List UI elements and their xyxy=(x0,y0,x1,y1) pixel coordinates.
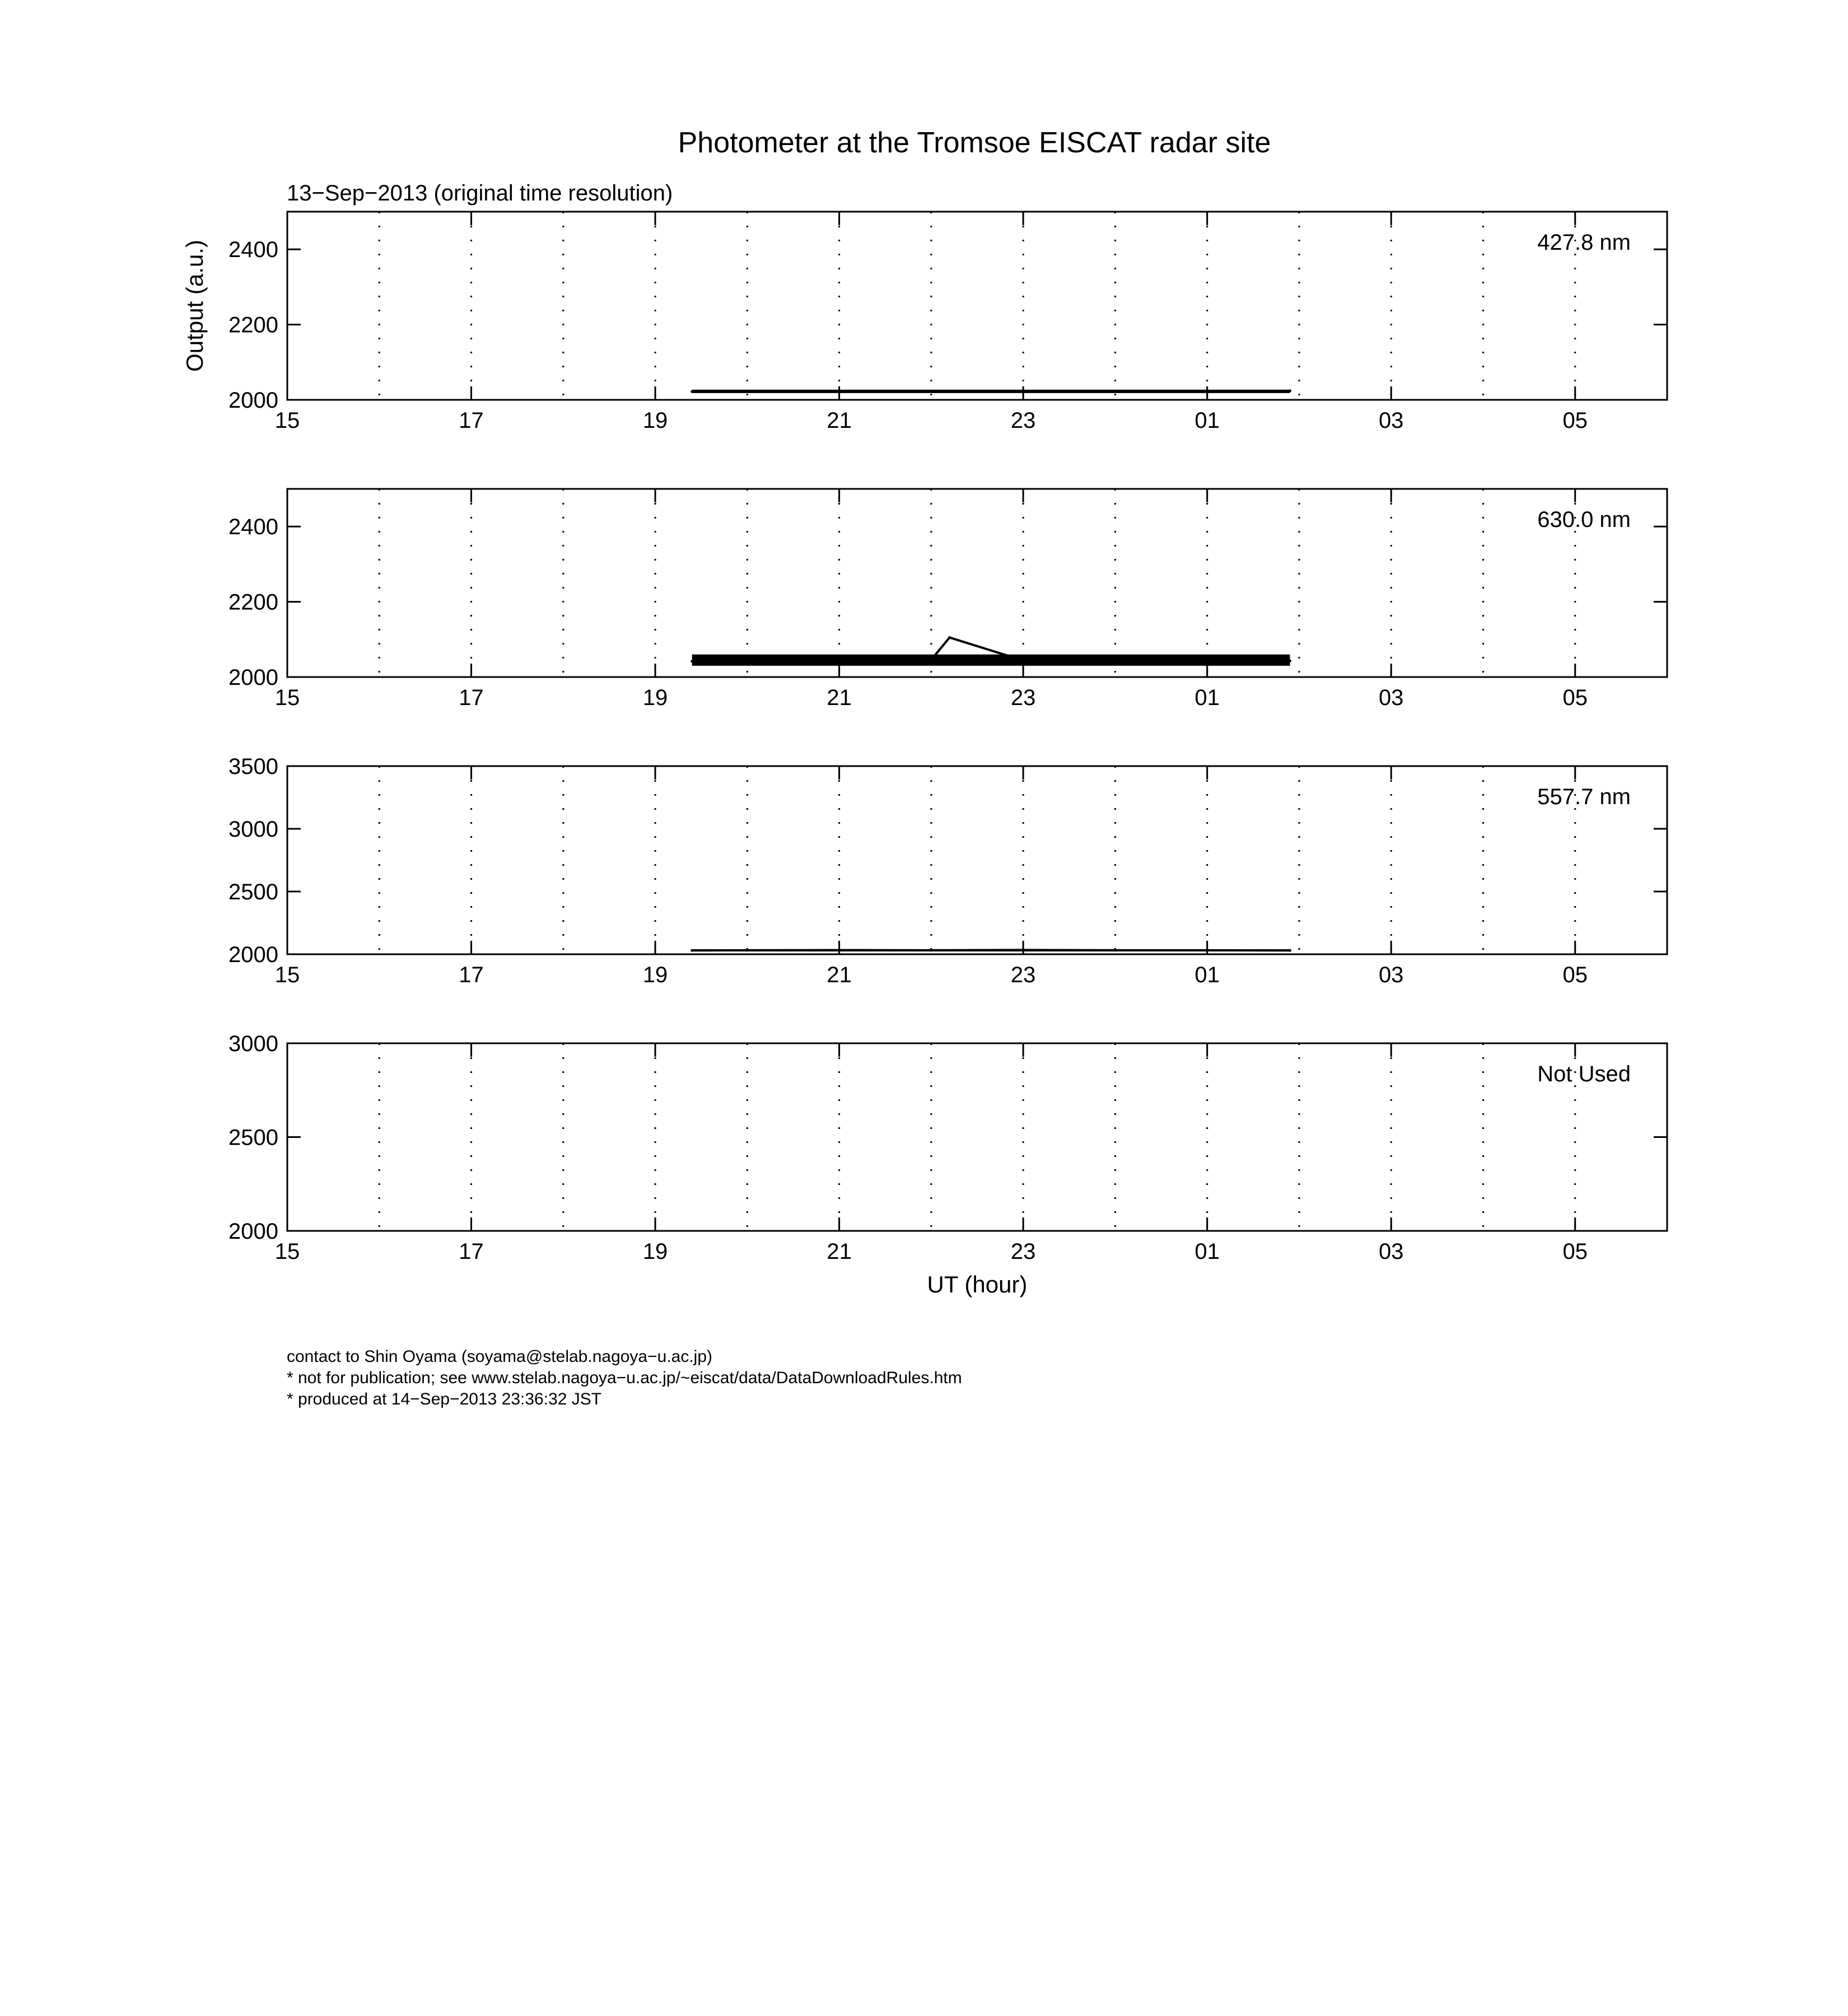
x-tick-label: 03 xyxy=(1378,963,1404,987)
data-point xyxy=(838,660,841,662)
data-point xyxy=(930,390,932,393)
y-tick-label: 3000 xyxy=(228,1032,278,1056)
x-tick-label: 01 xyxy=(1194,963,1220,987)
x-tick-label: 21 xyxy=(827,1239,852,1264)
x-tick-label: 05 xyxy=(1562,963,1588,987)
x-tick-label: 23 xyxy=(1010,963,1036,987)
x-tick-label: 17 xyxy=(459,963,484,987)
plot-frame xyxy=(287,1043,1667,1231)
plot-frame xyxy=(287,489,1667,677)
data-point xyxy=(746,949,749,951)
data-point xyxy=(1289,389,1291,392)
data-point xyxy=(1289,949,1291,952)
x-tick-label: 17 xyxy=(459,1239,484,1264)
panel-4 xyxy=(228,1032,1667,1298)
x-tick-label: 05 xyxy=(1562,1239,1588,1264)
x-tick-label: 15 xyxy=(274,963,300,987)
data-point xyxy=(690,390,693,393)
x-tick-label: 23 xyxy=(1010,1239,1036,1264)
data-point xyxy=(948,636,951,639)
x-tick-label: 17 xyxy=(459,408,484,433)
y-tick-label: 2000 xyxy=(228,665,278,690)
data-point xyxy=(1114,949,1117,951)
data-point xyxy=(930,949,932,951)
x-tick-label: 17 xyxy=(459,685,484,710)
wavelength-label: 557.7 nm xyxy=(1537,785,1631,809)
y-tick-label: 2400 xyxy=(228,515,278,540)
x-tick-label: 03 xyxy=(1378,408,1404,433)
x-tick-label: 19 xyxy=(642,963,668,987)
x-tick-label: 19 xyxy=(642,1239,668,1264)
x-tick-label: 23 xyxy=(1010,685,1036,710)
x-tick-label: 15 xyxy=(274,1239,300,1264)
data-point xyxy=(1206,659,1208,661)
x-tick-label: 21 xyxy=(827,408,852,433)
y-tick-label: 2000 xyxy=(228,388,278,413)
data-point xyxy=(690,949,693,952)
x-tick-label: 15 xyxy=(274,408,300,433)
panel-2 xyxy=(228,489,1667,710)
y-tick-label: 2200 xyxy=(228,590,278,615)
x-tick-label: 19 xyxy=(642,685,668,710)
x-tick-label: 15 xyxy=(274,685,300,710)
x-tick-label: 01 xyxy=(1194,685,1220,710)
y-tick-label: 2200 xyxy=(228,312,278,338)
x-axis-label: UT (hour) xyxy=(927,1271,1028,1298)
figure-subtitle: 13−Sep−2013 (original time resolution) xyxy=(287,181,673,206)
plot-frame xyxy=(287,766,1667,954)
wavelength-label: 427.8 nm xyxy=(1537,230,1631,255)
wavelength-label: Not Used xyxy=(1537,1062,1631,1086)
footer-produced: * produced at 14−Sep−2013 23:36:32 JST xyxy=(287,1390,602,1408)
data-point xyxy=(1114,660,1117,662)
plot-frame xyxy=(287,212,1667,400)
figure-title: Photometer at the Tromsoe EISCAT radar site xyxy=(678,127,1271,159)
data-point xyxy=(746,659,749,661)
panel-1 xyxy=(181,212,1667,433)
y-tick-label: 2000 xyxy=(228,1219,278,1244)
x-tick-label: 21 xyxy=(827,963,852,987)
data-point xyxy=(930,659,932,661)
footer-rules: * not for publication; see www.stelab.nagoya−u.ac.jp/~eiscat/data/DataDownloadRules.htm xyxy=(287,1369,962,1387)
panels xyxy=(181,212,1667,1298)
x-tick-label: 21 xyxy=(827,685,852,710)
data-point xyxy=(1289,660,1291,662)
data-point xyxy=(1114,390,1117,393)
x-tick-label: 01 xyxy=(1194,408,1220,433)
x-tick-label: 19 xyxy=(642,408,668,433)
x-tick-label: 01 xyxy=(1194,1239,1220,1264)
y-tick-label: 2500 xyxy=(228,1125,278,1150)
panel-3 xyxy=(228,754,1667,987)
x-tick-label: 05 xyxy=(1562,408,1588,433)
x-tick-label: 03 xyxy=(1378,1239,1404,1264)
wavelength-label: 630.0 nm xyxy=(1537,507,1631,532)
y-tick-label: 3000 xyxy=(228,817,278,842)
y-tick-label: 3500 xyxy=(228,754,278,779)
y-tick-label: 2000 xyxy=(228,942,278,967)
data-point xyxy=(1022,659,1025,662)
data-point xyxy=(690,660,693,662)
x-tick-label: 23 xyxy=(1010,408,1036,433)
footer xyxy=(287,1347,962,1408)
y-axis-label: Output (a.u.) xyxy=(181,240,208,372)
x-tick-label: 03 xyxy=(1378,685,1404,710)
data-point xyxy=(746,390,749,393)
y-tick-label: 2400 xyxy=(228,237,278,263)
x-tick-label: 05 xyxy=(1562,685,1588,710)
footer-contact: contact to Shin Oyama (soyama@stelab.nagoya−u.ac.jp) xyxy=(287,1347,713,1366)
y-tick-label: 2500 xyxy=(228,880,278,904)
